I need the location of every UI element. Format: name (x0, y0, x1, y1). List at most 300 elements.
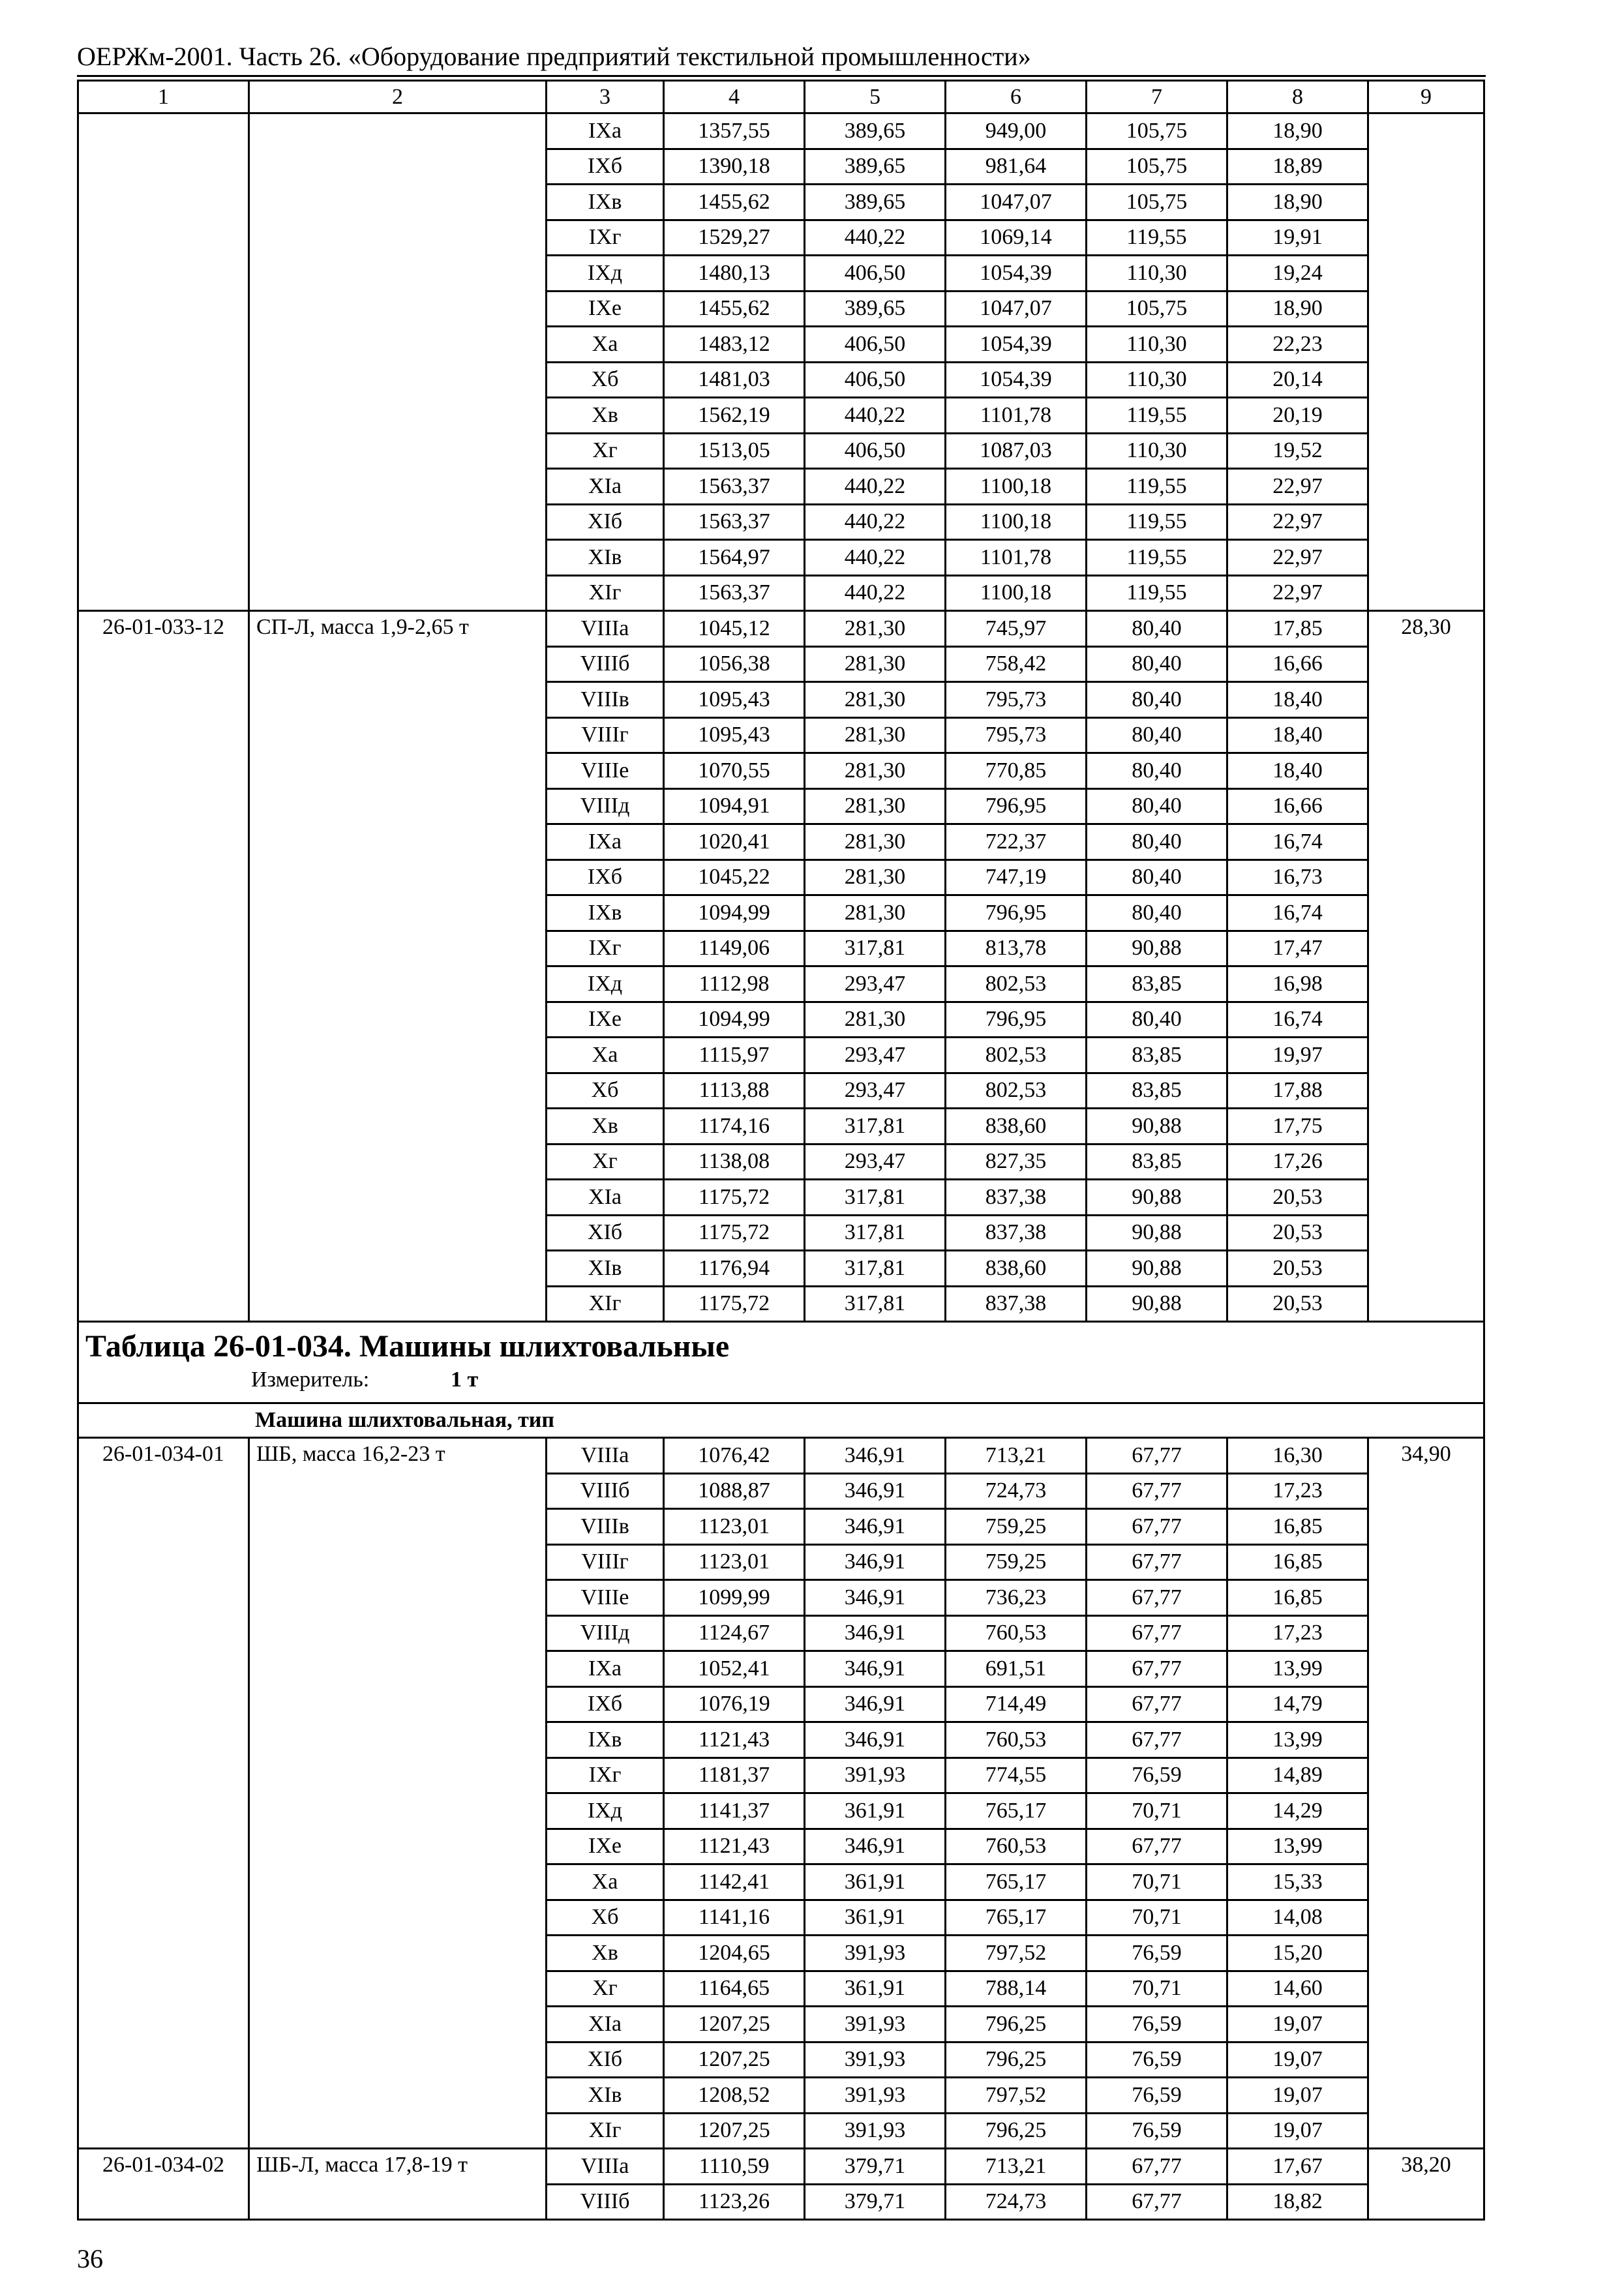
value-cell: 18,82 (1227, 2184, 1368, 2220)
value-cell: 13,99 (1227, 1722, 1368, 1758)
value-cell: 70,71 (1087, 1971, 1227, 2007)
column-number-cell: 3 (547, 81, 664, 113)
value-cell: 1070,55 (664, 753, 805, 789)
value-cell: 838,60 (946, 1251, 1087, 1287)
value-cell: 1124,67 (664, 1615, 805, 1651)
category-cell: VIIIе (547, 1580, 664, 1616)
category-cell: XIб (547, 504, 664, 540)
value-cell: 838,60 (946, 1109, 1087, 1144)
value-cell: 1208,52 (664, 2078, 805, 2114)
unit-value: 1 т (451, 1368, 479, 1392)
category-cell: Xв (547, 398, 664, 434)
value-cell: 1563,37 (664, 575, 805, 611)
header-rule (77, 75, 1486, 77)
value-cell: 1076,19 (664, 1686, 805, 1722)
value-cell: 361,91 (805, 1900, 946, 1936)
value-cell: 22,97 (1227, 575, 1368, 611)
value-cell: 1099,99 (664, 1580, 805, 1616)
value-cell: 119,55 (1087, 575, 1227, 611)
value-cell: 80,40 (1087, 824, 1227, 860)
value-cell: 1481,03 (664, 362, 805, 398)
value-cell: 714,49 (946, 1686, 1087, 1722)
category-cell: VIIIа (547, 2149, 664, 2185)
value-cell: 827,35 (946, 1144, 1087, 1180)
equipment-name-cell: СП-Л, масса 1,9-2,65 т (249, 611, 547, 1322)
value-cell: 19,07 (1227, 2078, 1368, 2114)
value-cell: 722,37 (946, 824, 1087, 860)
value-cell: 76,59 (1087, 2042, 1227, 2078)
category-cell: VIIIг (547, 717, 664, 753)
value-cell: 22,23 (1227, 327, 1368, 363)
value-cell: 1562,19 (664, 398, 805, 434)
value-cell: 391,93 (805, 2113, 946, 2149)
category-cell: Xг (547, 1971, 664, 2007)
value-cell: 19,91 (1227, 220, 1368, 256)
value-cell: 1513,05 (664, 433, 805, 469)
rate-code-cell: 26-01-034-01 (78, 1438, 249, 2149)
value-cell: 795,73 (946, 682, 1087, 718)
value-cell: 1088,87 (664, 1473, 805, 1509)
category-cell: IXе (547, 1829, 664, 1864)
value-cell: 76,59 (1087, 2113, 1227, 2149)
page-number: 36 (77, 2244, 103, 2273)
value-cell: 119,55 (1087, 469, 1227, 505)
value-cell: 1138,08 (664, 1144, 805, 1180)
value-cell: 16,74 (1227, 824, 1368, 860)
value-cell: 17,26 (1227, 1144, 1368, 1180)
category-cell: Xг (547, 433, 664, 469)
value-cell: 796,25 (946, 2113, 1087, 2149)
rate-code-cell (78, 113, 249, 611)
value-cell: 802,53 (946, 966, 1087, 1002)
value-cell: 16,98 (1227, 966, 1368, 1002)
value-cell: 389,65 (805, 113, 946, 149)
value-cell: 1174,16 (664, 1109, 805, 1144)
value-cell: 346,91 (805, 1580, 946, 1616)
category-cell: Xа (547, 1038, 664, 1073)
value-cell: 797,52 (946, 1936, 1087, 1971)
value-cell: 18,90 (1227, 185, 1368, 220)
value-cell: 90,88 (1087, 1109, 1227, 1144)
value-cell: 19,07 (1227, 2042, 1368, 2078)
value-cell: 17,23 (1227, 1473, 1368, 1509)
category-cell: IXд (547, 966, 664, 1002)
equipment-name-cell (249, 113, 547, 611)
category-cell: IXб (547, 149, 664, 185)
value-cell: 1563,37 (664, 504, 805, 540)
value-cell: 14,08 (1227, 1900, 1368, 1936)
value-cell: 379,71 (805, 2149, 946, 2185)
value-cell: 67,77 (1087, 1509, 1227, 1545)
column-number-cell: 7 (1087, 81, 1227, 113)
value-cell: 802,53 (946, 1038, 1087, 1073)
value-cell: 406,50 (805, 362, 946, 398)
category-cell: XIб (547, 2042, 664, 2078)
subheading-cell: Машина шлихтовальная, тип (78, 1403, 1484, 1438)
value-cell: 391,93 (805, 2042, 946, 2078)
value-cell: 83,85 (1087, 1144, 1227, 1180)
value-cell: 70,71 (1087, 1900, 1227, 1936)
section-title: Таблица 26-01-034. Машины шлихтовальные (85, 1329, 730, 1364)
value-cell: 105,75 (1087, 291, 1227, 327)
value-cell: 67,77 (1087, 1544, 1227, 1580)
value-cell: 67,77 (1087, 1438, 1227, 1474)
value-cell: 76,59 (1087, 1758, 1227, 1793)
value-cell: 1100,18 (946, 504, 1087, 540)
value-cell: 281,30 (805, 788, 946, 824)
value-cell: 1483,12 (664, 327, 805, 363)
value-cell: 1047,07 (946, 185, 1087, 220)
value-cell: 281,30 (805, 682, 946, 718)
category-cell: IXв (547, 895, 664, 931)
value-cell: 67,77 (1087, 1580, 1227, 1616)
value-cell: 713,21 (946, 1438, 1087, 1474)
category-cell: IXб (547, 860, 664, 895)
value-cell: 22,97 (1227, 504, 1368, 540)
value-cell: 758,42 (946, 646, 1087, 682)
value-cell: 119,55 (1087, 540, 1227, 576)
category-cell: Xг (547, 1144, 664, 1180)
value-cell: 317,81 (805, 1180, 946, 1216)
value-cell: 1207,25 (664, 2007, 805, 2042)
value-cell: 83,85 (1087, 1038, 1227, 1073)
category-cell: IXг (547, 931, 664, 966)
value-cell: 796,25 (946, 2007, 1087, 2042)
value-cell: 1563,37 (664, 469, 805, 505)
value-cell: 1094,99 (664, 1002, 805, 1038)
value-cell: 80,40 (1087, 753, 1227, 789)
value-cell: 80,40 (1087, 646, 1227, 682)
value-cell: 949,00 (946, 113, 1087, 149)
value-cell: 16,85 (1227, 1509, 1368, 1545)
value-cell: 80,40 (1087, 860, 1227, 895)
value-cell: 691,51 (946, 1651, 1087, 1687)
value-cell: 1069,14 (946, 220, 1087, 256)
value-cell: 1054,39 (946, 362, 1087, 398)
value-cell: 440,22 (805, 504, 946, 540)
value-cell: 361,91 (805, 1971, 946, 2007)
value-cell: 105,75 (1087, 185, 1227, 220)
category-cell: IXв (547, 1722, 664, 1758)
value-cell: 80,40 (1087, 682, 1227, 718)
category-cell: VIIIа (547, 1438, 664, 1474)
value-cell: 22,97 (1227, 469, 1368, 505)
category-cell: VIIIб (547, 1473, 664, 1509)
value-cell: 18,90 (1227, 291, 1368, 327)
value-cell: 18,40 (1227, 717, 1368, 753)
value-cell: 17,67 (1227, 2149, 1368, 2185)
value-cell: 67,77 (1087, 1615, 1227, 1651)
value-cell: 20,14 (1227, 362, 1368, 398)
value-cell: 1123,26 (664, 2184, 805, 2220)
value-cell: 389,65 (805, 185, 946, 220)
value-cell: 796,95 (946, 788, 1087, 824)
wage-cell: 28,30 (1368, 611, 1484, 1322)
rates-table (77, 80, 1485, 2221)
wage-cell: 38,20 (1368, 2149, 1484, 2220)
value-cell: 1121,43 (664, 1829, 805, 1864)
value-cell: 293,47 (805, 1073, 946, 1109)
value-cell: 1564,97 (664, 540, 805, 576)
value-cell: 440,22 (805, 575, 946, 611)
column-number-cell: 1 (78, 81, 249, 113)
value-cell: 20,53 (1227, 1251, 1368, 1287)
value-cell: 1455,62 (664, 185, 805, 220)
value-cell: 760,53 (946, 1829, 1087, 1864)
section-title-row (78, 1322, 1484, 1403)
value-cell: 379,71 (805, 2184, 946, 2220)
value-cell: 19,52 (1227, 433, 1368, 469)
value-cell: 281,30 (805, 1002, 946, 1038)
value-cell: 1094,91 (664, 788, 805, 824)
value-cell: 765,17 (946, 1900, 1087, 1936)
value-cell: 281,30 (805, 895, 946, 931)
value-cell: 1390,18 (664, 149, 805, 185)
value-cell: 13,99 (1227, 1829, 1368, 1864)
value-cell: 110,30 (1087, 256, 1227, 292)
value-cell: 1110,59 (664, 2149, 805, 2185)
value-cell: 76,59 (1087, 1936, 1227, 1971)
value-cell: 70,71 (1087, 1864, 1227, 1900)
category-cell: IXа (547, 113, 664, 149)
value-cell: 16,66 (1227, 646, 1368, 682)
value-cell: 760,53 (946, 1615, 1087, 1651)
rate-code-cell: 26-01-034-02 (78, 2149, 249, 2220)
category-cell: XIв (547, 540, 664, 576)
value-cell: 1100,18 (946, 469, 1087, 505)
value-cell: 1529,27 (664, 220, 805, 256)
column-number-cell: 2 (249, 81, 547, 113)
section-title-cell (78, 1322, 1484, 1403)
category-cell: Xб (547, 1073, 664, 1109)
value-cell: 1181,37 (664, 1758, 805, 1793)
value-cell: 119,55 (1087, 398, 1227, 434)
value-cell: 293,47 (805, 966, 946, 1002)
value-cell: 1455,62 (664, 291, 805, 327)
category-cell: Xа (547, 327, 664, 363)
value-cell: 19,97 (1227, 1038, 1368, 1073)
value-cell: 15,20 (1227, 1936, 1368, 1971)
value-cell: 1123,01 (664, 1544, 805, 1580)
value-cell: 281,30 (805, 717, 946, 753)
category-cell: IXа (547, 824, 664, 860)
value-cell: 13,99 (1227, 1651, 1368, 1687)
value-cell: 346,91 (805, 1438, 946, 1474)
subheading-row (78, 1403, 1484, 1438)
column-number-cell: 6 (946, 81, 1087, 113)
category-cell: VIIIд (547, 1615, 664, 1651)
value-cell: 67,77 (1087, 2149, 1227, 2185)
value-cell: 119,55 (1087, 220, 1227, 256)
value-cell: 19,07 (1227, 2113, 1368, 2149)
value-cell: 1076,42 (664, 1438, 805, 1474)
category-cell: VIIIд (547, 788, 664, 824)
value-cell: 119,55 (1087, 504, 1227, 540)
value-cell: 22,97 (1227, 540, 1368, 576)
category-cell: IXе (547, 291, 664, 327)
category-cell: XIв (547, 2078, 664, 2114)
category-cell: XIа (547, 2007, 664, 2042)
value-cell: 346,91 (805, 1544, 946, 1580)
value-cell: 440,22 (805, 398, 946, 434)
value-cell: 14,89 (1227, 1758, 1368, 1793)
value-cell: 981,64 (946, 149, 1087, 185)
value-cell: 346,91 (805, 1615, 946, 1651)
unit-label: Измеритель: (251, 1368, 370, 1392)
category-cell: VIIIб (547, 2184, 664, 2220)
value-cell: 1175,72 (664, 1180, 805, 1216)
value-cell: 802,53 (946, 1073, 1087, 1109)
value-cell: 18,40 (1227, 753, 1368, 789)
value-cell: 67,77 (1087, 1473, 1227, 1509)
value-cell: 440,22 (805, 469, 946, 505)
value-cell: 406,50 (805, 433, 946, 469)
value-cell: 1054,39 (946, 256, 1087, 292)
value-cell: 1052,41 (664, 1651, 805, 1687)
value-cell: 80,40 (1087, 611, 1227, 647)
value-cell: 796,95 (946, 1002, 1087, 1038)
value-cell: 440,22 (805, 220, 946, 256)
value-cell: 16,85 (1227, 1580, 1368, 1616)
value-cell: 1045,22 (664, 860, 805, 895)
value-cell: 361,91 (805, 1793, 946, 1829)
category-cell: IXа (547, 1651, 664, 1687)
value-cell: 391,93 (805, 2007, 946, 2042)
category-cell: XIв (547, 1251, 664, 1287)
value-cell: 16,30 (1227, 1438, 1368, 1474)
column-number-cell: 9 (1368, 81, 1484, 113)
category-cell: IXг (547, 220, 664, 256)
value-cell: 1115,97 (664, 1038, 805, 1073)
table-row (78, 611, 1484, 647)
unit-line (79, 1366, 1483, 1394)
value-cell: 346,91 (805, 1686, 946, 1722)
value-cell: 1204,65 (664, 1936, 805, 1971)
value-cell: 391,93 (805, 1758, 946, 1793)
value-cell: 1175,72 (664, 1215, 805, 1251)
value-cell: 18,90 (1227, 113, 1368, 149)
value-cell: 17,75 (1227, 1109, 1368, 1144)
wage-cell: 34,90 (1368, 1438, 1484, 2149)
category-cell: IXд (547, 1793, 664, 1829)
rates-table-container (77, 80, 1483, 2221)
value-cell: 281,30 (805, 646, 946, 682)
value-cell: 281,30 (805, 753, 946, 789)
value-cell: 83,85 (1087, 966, 1227, 1002)
table-row (78, 1438, 1484, 1474)
category-cell: VIIIб (547, 646, 664, 682)
value-cell: 796,25 (946, 2042, 1087, 2078)
value-cell: 16,73 (1227, 860, 1368, 895)
category-cell: IXе (547, 1002, 664, 1038)
value-cell: 760,53 (946, 1722, 1087, 1758)
value-cell: 16,66 (1227, 788, 1368, 824)
value-cell: 1054,39 (946, 327, 1087, 363)
category-cell: IXд (547, 256, 664, 292)
rate-code-cell: 26-01-033-12 (78, 611, 249, 1322)
value-cell: 1113,88 (664, 1073, 805, 1109)
value-cell: 20,53 (1227, 1180, 1368, 1216)
value-cell: 90,88 (1087, 931, 1227, 966)
value-cell: 20,53 (1227, 1286, 1368, 1322)
category-cell: IXг (547, 1758, 664, 1793)
value-cell: 17,47 (1227, 931, 1368, 966)
value-cell: 317,81 (805, 1251, 946, 1287)
value-cell: 1112,98 (664, 966, 805, 1002)
value-cell: 1087,03 (946, 433, 1087, 469)
value-cell: 80,40 (1087, 717, 1227, 753)
value-cell: 14,79 (1227, 1686, 1368, 1722)
value-cell: 1141,37 (664, 1793, 805, 1829)
value-cell: 317,81 (805, 1215, 946, 1251)
value-cell: 346,91 (805, 1473, 946, 1509)
value-cell: 105,75 (1087, 113, 1227, 149)
value-cell: 1121,43 (664, 1722, 805, 1758)
value-cell: 1176,94 (664, 1251, 805, 1287)
column-number-row (78, 81, 1484, 113)
value-cell: 70,71 (1087, 1793, 1227, 1829)
value-cell: 90,88 (1087, 1215, 1227, 1251)
value-cell: 17,85 (1227, 611, 1368, 647)
value-cell: 788,14 (946, 1971, 1087, 2007)
value-cell: 83,85 (1087, 1073, 1227, 1109)
value-cell: 837,38 (946, 1180, 1087, 1216)
table-row (78, 2149, 1484, 2185)
value-cell: 765,17 (946, 1793, 1087, 1829)
value-cell: 813,78 (946, 931, 1087, 966)
value-cell: 759,25 (946, 1509, 1087, 1545)
category-cell: XIг (547, 575, 664, 611)
value-cell: 795,73 (946, 717, 1087, 753)
value-cell: 389,65 (805, 291, 946, 327)
value-cell: 281,30 (805, 824, 946, 860)
value-cell: 1095,43 (664, 717, 805, 753)
value-cell: 281,30 (805, 611, 946, 647)
value-cell: 770,85 (946, 753, 1087, 789)
value-cell: 1100,18 (946, 575, 1087, 611)
page-header: ОЕРЖм-2001. Часть 26. «Оборудование предприятий текстильной промышленности» (77, 42, 1031, 71)
value-cell: 1164,65 (664, 1971, 805, 2007)
wage-cell (1368, 113, 1484, 611)
category-cell: VIIIе (547, 753, 664, 789)
category-cell: Xб (547, 1900, 664, 1936)
value-cell: 745,97 (946, 611, 1087, 647)
value-cell: 797,52 (946, 2078, 1087, 2114)
value-cell: 80,40 (1087, 788, 1227, 824)
value-cell: 76,59 (1087, 2078, 1227, 2114)
value-cell: 76,59 (1087, 2007, 1227, 2042)
value-cell: 67,77 (1087, 2184, 1227, 2220)
value-cell: 724,73 (946, 1473, 1087, 1509)
value-cell: 1175,72 (664, 1286, 805, 1322)
value-cell: 346,91 (805, 1829, 946, 1864)
category-cell: VIIIв (547, 1509, 664, 1545)
value-cell: 317,81 (805, 1286, 946, 1322)
value-cell: 713,21 (946, 2149, 1087, 2185)
value-cell: 80,40 (1087, 895, 1227, 931)
value-cell: 110,30 (1087, 433, 1227, 469)
value-cell: 293,47 (805, 1038, 946, 1073)
value-cell: 281,30 (805, 860, 946, 895)
value-cell: 1207,25 (664, 2113, 805, 2149)
category-cell: Xа (547, 1864, 664, 1900)
value-cell: 1020,41 (664, 824, 805, 860)
value-cell: 67,77 (1087, 1651, 1227, 1687)
value-cell: 110,30 (1087, 327, 1227, 363)
value-cell: 346,91 (805, 1509, 946, 1545)
value-cell: 317,81 (805, 931, 946, 966)
category-cell: IXв (547, 185, 664, 220)
